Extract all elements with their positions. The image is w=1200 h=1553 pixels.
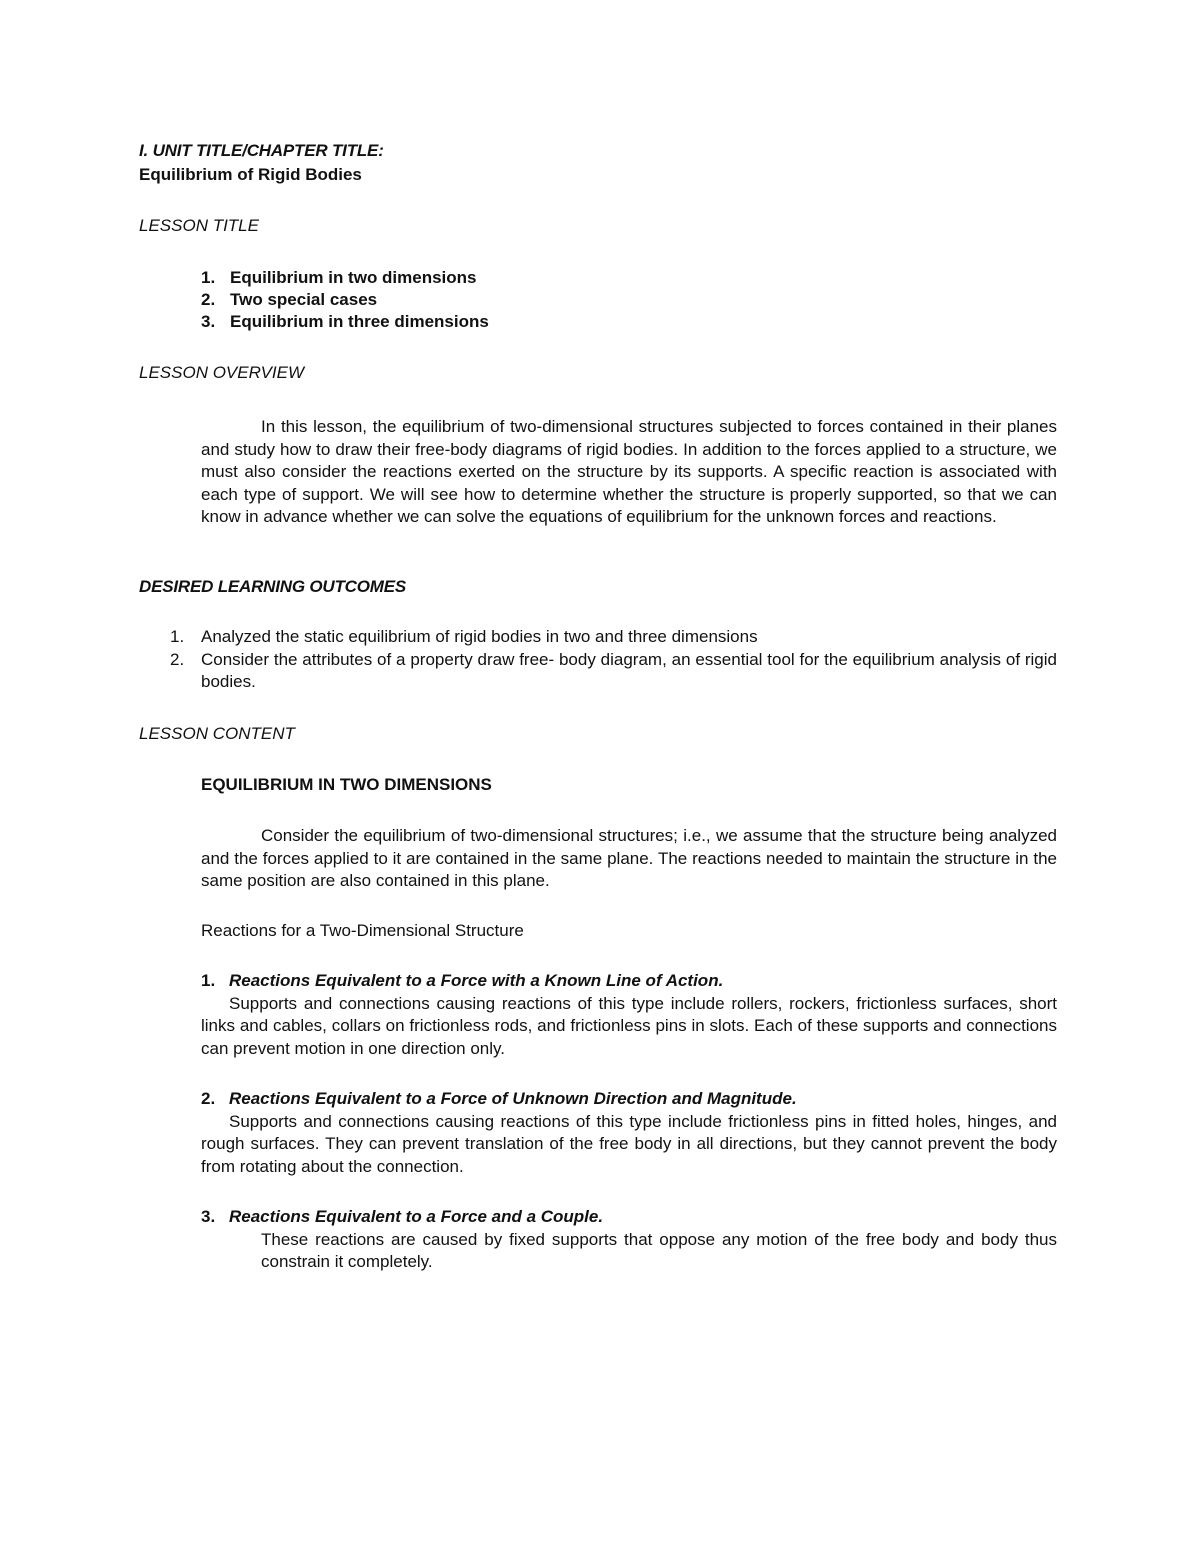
list-number: 1. [170,627,185,646]
reaction-number: 3. [201,1207,216,1226]
list-text: Equilibrium in three dimensions [230,312,489,331]
reaction-text: These reactions are caused by fixed supports that oppose any motion of the free body and body thus constrain it completely. [261,1229,1057,1271]
reaction-title: Reactions Equivalent to a Force with a Known Line of Action. [229,971,724,990]
unit-title-label: I. UNIT TITLE/CHAPTER TITLE: [139,141,384,160]
intro-text: Consider the equilibrium of two-dimensional structures; i.e., we assume that the structure being analyzed and the forces applied to it are contained in the same plane. The reactions needed to maintain the structure in the same position are also contained in this plane. [201,826,1057,890]
reaction-text: Supports and connections causing reactions of this type include rollers, rockers, frictionless surfaces, short links and cables, collars on frictionless rods, and frictionless pins in slots. Each of these supports and connections can prevent motion in one direction only. [201,993,1057,1058]
lesson-content-label: LESSON CONTENT [139,724,295,743]
overview-text: In this lesson, the equilibrium of two-dimensional structures subjected to forces contained in their planes and study how to draw their free-body diagrams of rigid bodies. In addition to the forces applied to a structure, we must also consider the reactions exerted on the structure by its supports. A specific reaction is associated with each type of support. We will see how to determine whether the structure is properly supported, so that we can know in advance whether we can solve the equations of equilibrium for the unknown forces and reactions. [201,417,1057,526]
list-text: Consider the attributes of a property draw free- body diagram, an essential tool for the equilibrium analysis of rigid bodies. [201,649,1057,691]
reaction-heading [201,1206,1057,1229]
reaction-text: Supports and connections causing reactions of this type include frictionless pins in fitted holes, hinges, and rough surfaces. They can prevent translation of the free body in all directions, but they cannot prevent the body from rotating about the connection. [201,1111,1057,1176]
reaction-body [201,1229,1057,1274]
intro-paragraph [201,825,1057,893]
section-title: EQUILIBRIUM IN TWO DIMENSIONS [201,775,492,794]
reaction-title: Reactions Equivalent to a Force and a Couple. [229,1207,604,1226]
reactions-subheading: Reactions for a Two-Dimensional Structure [201,921,524,940]
list-item [139,626,1057,649]
reaction-body [201,993,1057,1061]
reaction-number: 1. [201,971,216,990]
reaction-item-3 [201,1206,1057,1274]
list-text: Equilibrium in two dimensions [230,268,477,287]
reaction-title: Reactions Equivalent to a Force of Unknown Direction and Magnitude. [229,1089,797,1108]
outcomes-list [139,626,1057,694]
chapter-title: Equilibrium of Rigid Bodies [139,165,362,184]
list-text: Analyzed the static equilibrium of rigid bodies in two and three dimensions [201,627,758,646]
list-item [139,649,1057,694]
outcomes-label: DESIRED LEARNING OUTCOMES [139,577,407,596]
list-number: 3. [201,312,216,331]
list-number: 1. [201,268,216,287]
list-number: 2. [201,290,216,309]
reaction-heading [201,970,1057,993]
reaction-body [201,1111,1057,1179]
lesson-overview-label: LESSON OVERVIEW [139,363,305,382]
reaction-item-2 [201,1088,1057,1178]
reaction-heading [201,1088,1057,1111]
reaction-number: 2. [201,1089,216,1108]
list-number: 2. [170,649,185,669]
lesson-title-label: LESSON TITLE [139,216,259,235]
lesson-overview-paragraph [201,416,1057,529]
list-text: Two special cases [230,290,378,309]
reaction-item-1 [201,970,1057,1060]
